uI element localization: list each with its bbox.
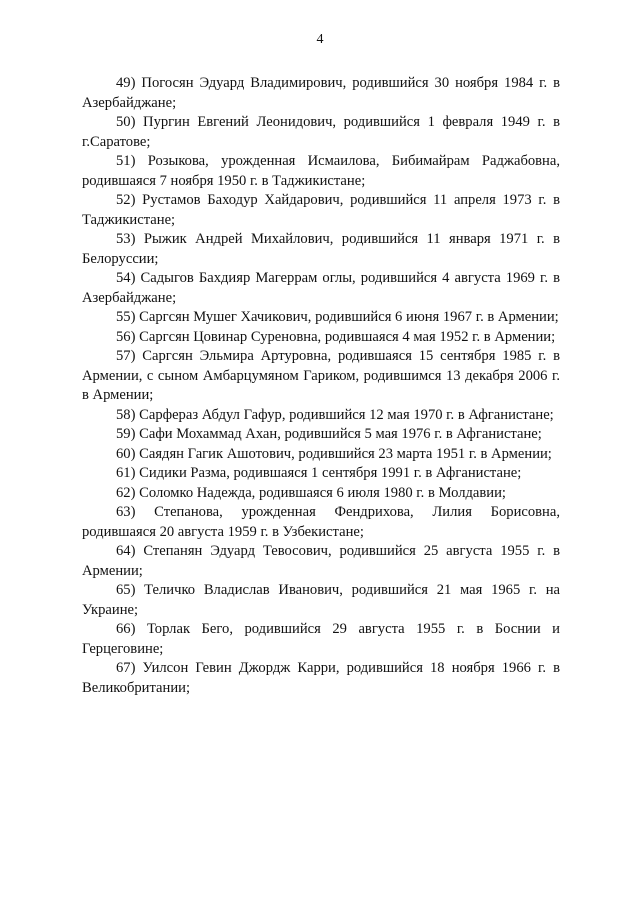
list-item: 56) Саргсян Цовинар Суреновна, родившаяся 4 мая 1952 г. в Армении;	[116, 328, 556, 345]
list-item: 60) Саядян Гагик Ашотович, родившийся 23 марта 1951 г. в Армении;	[116, 445, 552, 462]
list-item: 54) Садыгов Бахдияр Магеррам оглы, родившийся 4 августа 1969 г. в Азербайджане;	[82, 270, 560, 306]
list-item: 53) Рыжик Андрей Михайлович, родившийся 11 января 1971 г. в Белоруссии;	[82, 231, 560, 267]
list-item: 58) Сарфераз Абдул Гафур, родившийся 12 мая 1970 г. в Афганистане;	[116, 406, 554, 423]
page-number: 4	[316, 32, 324, 47]
entry-list	[82, 74, 560, 698]
list-item: 67) Уилсон Гевин Джордж Карри, родившийся 18 ноября 1966 г. в Великобритании;	[82, 660, 560, 696]
list-item: 51) Розыкова, урожденная Исмаилова, Бибимайрам Раджабовна, родившаяся 7 ноября 1950 г. в Таджикистане;	[82, 153, 560, 189]
list-item: 50) Пургин Евгений Леонидович, родившийся 1 февраля 1949 г. в г.Саратове;	[82, 114, 560, 150]
list-item: 61) Сидики Разма, родившаяся 1 сентября 1991 г. в Афганистане;	[116, 465, 522, 481]
list-item: 55) Саргсян Мушег Хачикович, родившийся 6 июня 1967 г. в Армении;	[116, 309, 559, 325]
list-item: 64) Степанян Эдуард Тевосович, родившийся 25 августа 1955 г. в Армении;	[82, 543, 560, 579]
list-item: 63) Степанова, урожденная Фендрихова, Лилия Борисовна, родившаяся 20 августа 1959 г. в Узбекистане;	[82, 504, 560, 540]
list-item: 66) Торлак Бего, родившийся 29 августа 1955 г. в Боснии и Герцеговине;	[82, 621, 560, 657]
list-item: 62) Соломко Надежда, родившаяся 6 июля 1980 г. в Молдавии;	[116, 484, 506, 501]
list-item: 52) Рустамов Баходур Хайдарович, родившийся 11 апреля 1973 г. в Таджикистане;	[82, 192, 560, 228]
list-item: 59) Сафи Мохаммад Ахан, родившийся 5 мая 1976 г. в Афганистане;	[116, 426, 542, 442]
list-item: 57) Саргсян Эльмира Артуровна, родившаяся 15 сентября 1985 г. в Армении, с сыном Амбарцумяном Гариком, родившимся 13 декабря 2006 г. в Армении;	[82, 348, 560, 403]
list-item: 49) Погосян Эдуард Владимирович, родившийся 30 ноября 1984 г. в Азербайджане;	[82, 75, 560, 111]
list-item: 65) Теличко Владислав Иванович, родившийся 21 мая 1965 г. на Украине;	[82, 582, 560, 618]
